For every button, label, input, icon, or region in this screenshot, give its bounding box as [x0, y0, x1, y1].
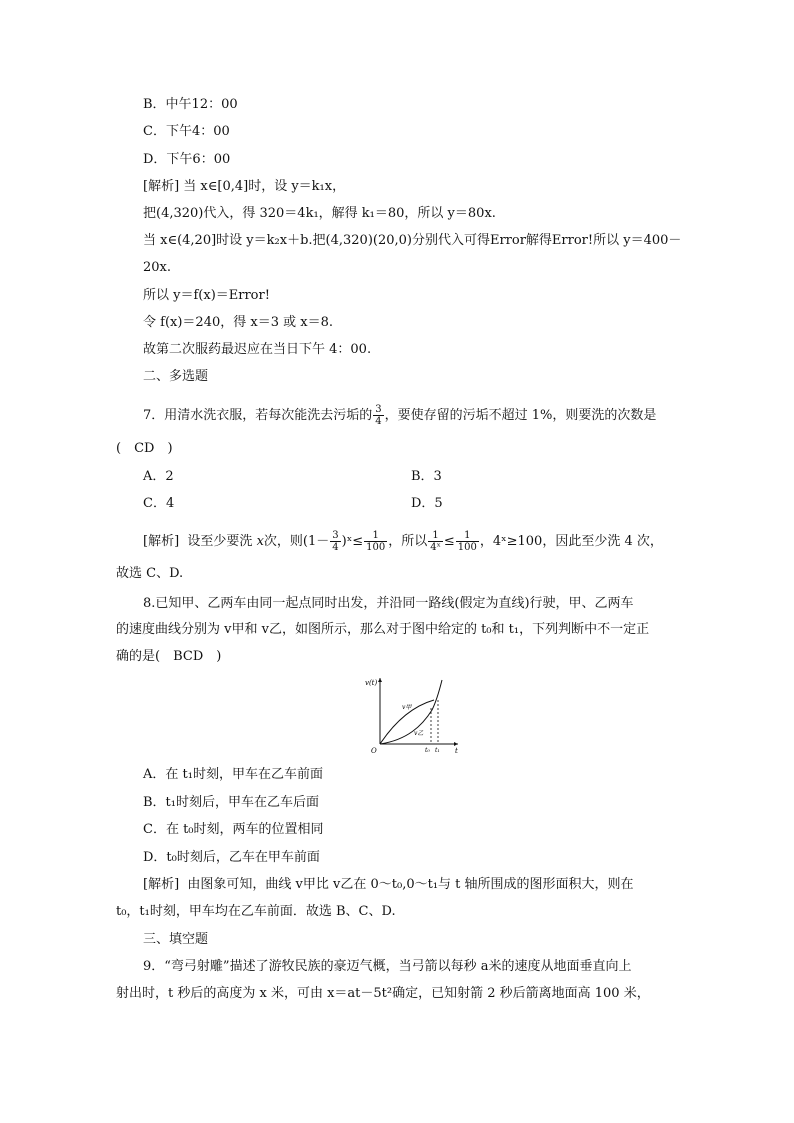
velocity-graph: [362, 674, 462, 754]
fraction-denominator: 4ˣ: [430, 542, 441, 553]
q6-analysis-line: [143, 179, 345, 195]
q6-option-b: B．中午12：00: [143, 97, 238, 112]
q8-option-a: A．在 t₁时刻，甲车在乙车前面: [143, 767, 323, 782]
q8-option-c: C．在 t₀时刻，两车的位置相同: [143, 822, 324, 837]
fraction: [428, 530, 443, 553]
q7-analysis: [143, 530, 663, 553]
fraction-denominator: 4: [375, 416, 382, 427]
x-axis-arrow-icon: [454, 742, 458, 746]
variable-x: x: [256, 534, 264, 549]
q8-option-b: B．t₁时刻后，甲车在乙车后面: [143, 795, 319, 810]
fraction-numerator: 3: [332, 530, 339, 541]
fraction-numerator: 1: [456, 530, 479, 542]
origin-label: O: [371, 747, 377, 754]
q8-stem-line3: 确的是( BCD ): [116, 649, 222, 664]
fraction: [330, 530, 340, 553]
q8-stem-line1: 8.已知甲、乙两车由同一起点同时出发，并沿同一路线(假定为直线)行驶，甲、乙两车: [143, 596, 634, 611]
q6-analysis-text-7: 故第二次服药最迟应在当日下午 4：00.: [143, 342, 372, 357]
q7-stem-part2: ，要使存留的污垢不超过 1%，则要洗的次数是: [384, 408, 657, 423]
fraction-denominator: 100: [366, 542, 386, 553]
fraction-denominator: 100: [457, 542, 477, 553]
analysis-label: [解析]: [143, 534, 180, 549]
q8-option-d: D．t₀时刻后，乙车在甲车前面: [143, 850, 320, 865]
q8-analysis-line1: [143, 877, 634, 893]
fraction: [373, 404, 383, 427]
q9-stem-line1: 9．“弯弓射雕”描述了游牧民族的豪迈气概，当弓箭以每秒 a米的速度从地面垂直向上: [143, 959, 632, 974]
q6-analysis-text-6: 令 f(x)＝240，得 x＝3 或 x＝8.: [143, 315, 333, 330]
analysis-label: [解析]: [143, 179, 180, 194]
q6-analysis-text-5: 所以 y＝f(x)＝Error!: [143, 288, 270, 303]
curve-v-yi: [380, 680, 442, 744]
q7-analysis-text: 设至少要洗: [187, 534, 253, 549]
q7-analysis-line2: 故选 C、D.: [116, 566, 184, 581]
fraction-denominator: 4: [332, 542, 339, 553]
analysis-label: [解析]: [143, 877, 180, 892]
q6-analysis-text-3: 当 x∈(4,20]时设 y＝k₂x＋b.把(4,320)(20,0)分别代入可得Error解得Error!所以 y＝400－: [143, 233, 682, 248]
q7-stem-part1: 7．用清水洗衣服，若每次能洗去污垢的: [143, 408, 373, 423]
q8-stem-line2: 的速度曲线分别为 v甲和 v乙，如图所示，那么对于图中给定的 t₀和 t₁，下列判断中不一定正: [116, 622, 650, 637]
q9-stem-line2: 射出时，t 秒后的高度为 x 米，可由 x＝at－5t²确定，已知射箭 2 秒后箭离地面高 100 米，: [116, 986, 650, 1001]
fraction-numerator: 1: [428, 530, 443, 542]
q7-option-a: A．2: [143, 469, 174, 484]
q7-analysis-text: )ˣ≤: [341, 534, 364, 549]
curve-v-jia-label: v甲: [402, 704, 412, 711]
q7-analysis-text: ≤: [443, 534, 455, 549]
q7-option-c: C．4: [143, 496, 175, 511]
curve-v-yi-label: v乙: [414, 730, 424, 737]
q7-analysis-text: ，所以: [388, 534, 428, 549]
q6-analysis-text-4: 20x.: [143, 260, 172, 275]
q7-analysis-text: 次，则(1－: [263, 534, 330, 549]
q7-option-d: D．5: [411, 496, 443, 511]
fraction-numerator: 1: [364, 530, 387, 542]
fraction: [364, 530, 387, 553]
t0-label: t₀: [425, 747, 430, 754]
q6-analysis-text-2: 把(4,320)代入，得 320＝4k₁，解得 k₁＝80，所以 y＝80x.: [143, 206, 496, 221]
q6-option-c: C．下午4：00: [143, 124, 230, 139]
fraction: [456, 530, 479, 553]
section-heading-fill-blank: 三、填空题: [143, 932, 209, 947]
q6-analysis-text-1: 当 x∈[0,4]时，设 y＝k₁x，: [183, 179, 346, 194]
section-heading-multi-choice: 二、多选题: [143, 369, 209, 384]
x-axis-label: t: [455, 747, 458, 754]
q7-analysis-text: ，4ˣ≥100，因此至少洗 4 次，: [479, 534, 663, 549]
fraction-numerator: 3: [375, 404, 382, 415]
q6-option-d: D．下午6：00: [143, 152, 231, 167]
y-axis-arrow-icon: [378, 678, 382, 682]
t1-label: t₁: [435, 747, 440, 754]
q7-answer: ( CD ): [116, 441, 173, 456]
q7-option-b: B．3: [411, 469, 442, 484]
q8-analysis-text: 由图象可知，曲线 v甲比 v乙在 0～t₀,0～t₁与 t 轴所围成的图形面积大，则在: [187, 877, 634, 892]
q7-stem: [143, 404, 656, 427]
q8-analysis-line2: t₀，t₁时刻，甲车均在乙车前面．故选 B、C、D.: [116, 904, 396, 919]
y-axis-label: v(t): [365, 679, 378, 687]
